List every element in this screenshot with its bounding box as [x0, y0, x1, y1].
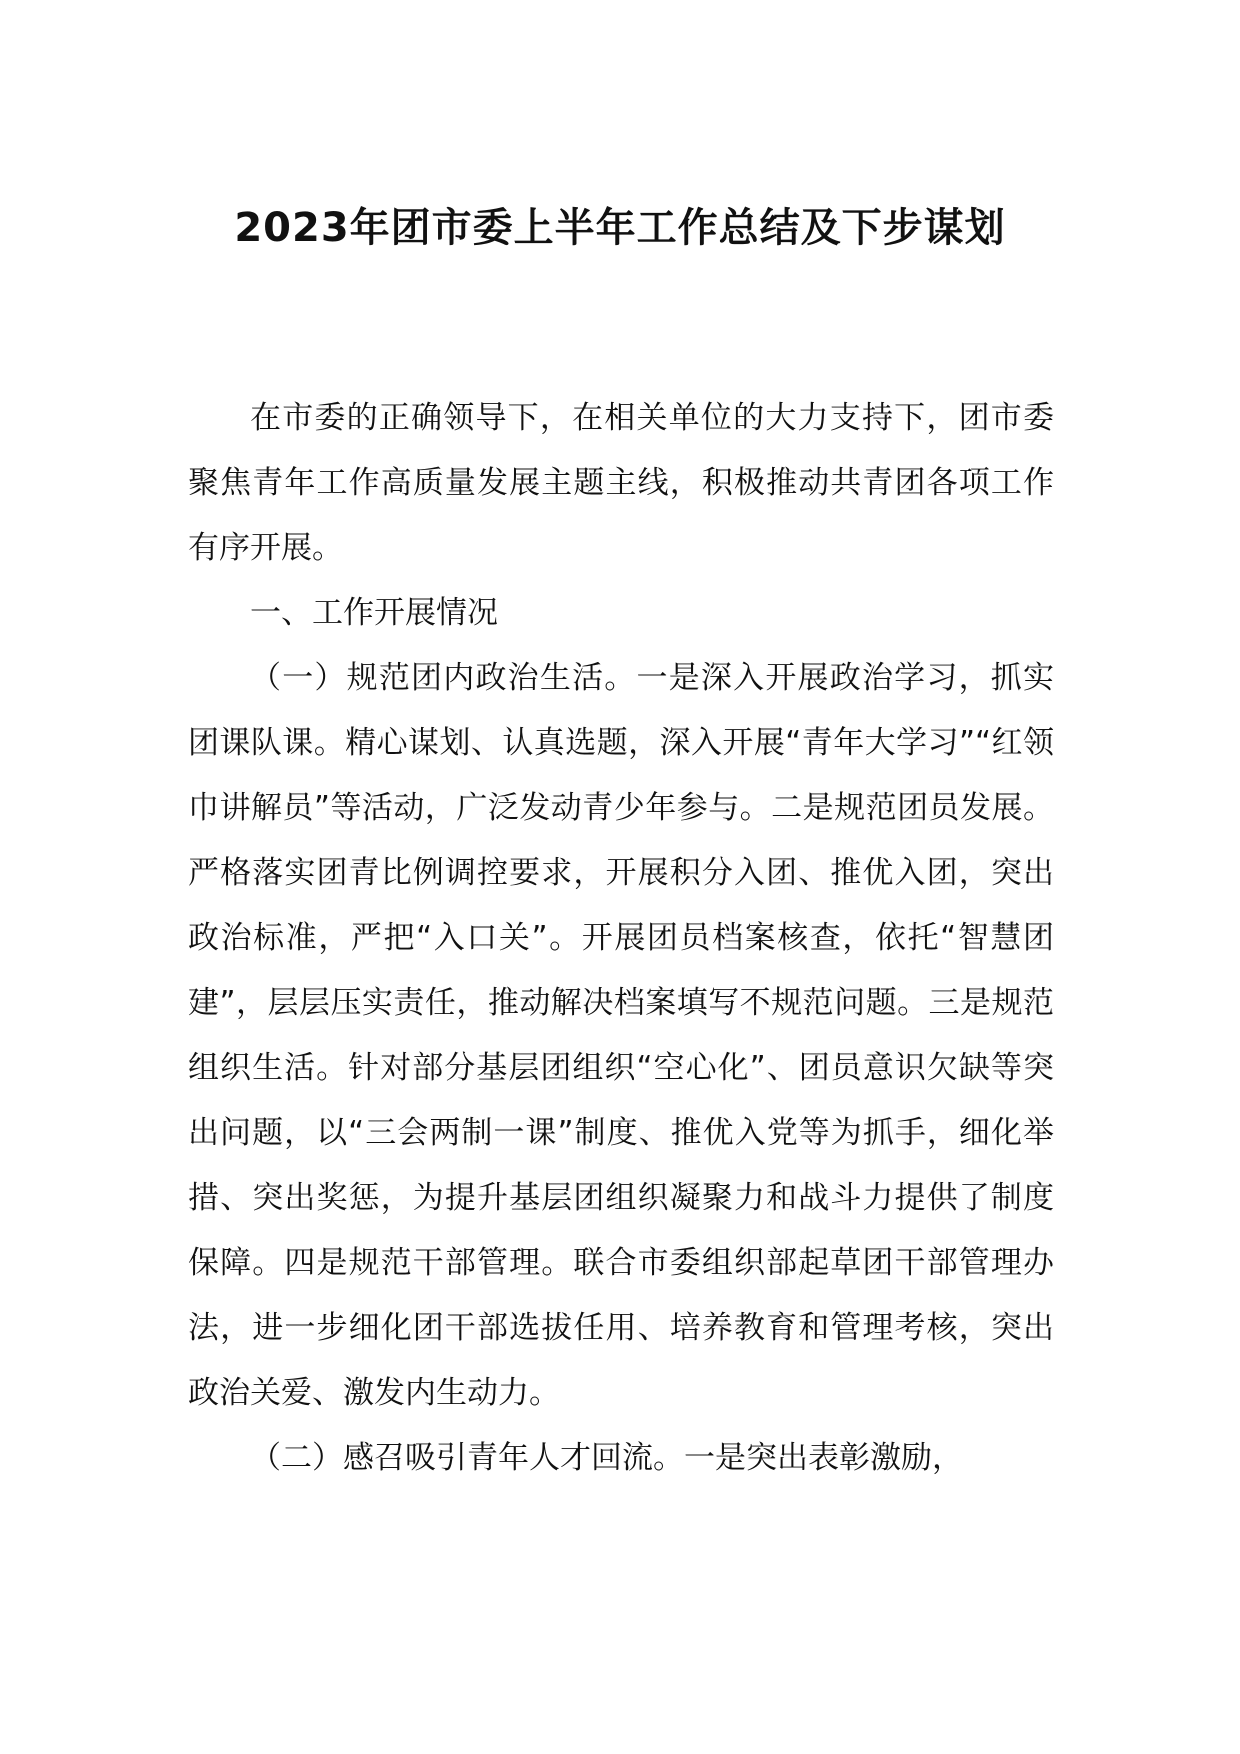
body-paragraph: （一）规范团内政治生活。一是深入开展政治学习，抓实团课队课。精心谋划、认真选题，深入开展“青年大学习”“红领巾讲解员”等活动，广泛发动青少年参与。二是规范团员发展。严格落实团青比例调控要求，开展积分入团、推优入团，突出政治标准，严把“入口关”。开展团员档案核查，依托“智慧团建”，层层压实责任，推动解决档案填写不规范问题。三是规范组织生活。针对部分基层团组织“空心化”、团员意识欠缺等突出问题，以“三会两制一课”制度、推优入党等为抓手，细化举措、突出奖惩，为提升基层团组织凝聚力和战斗力提供了制度保障。四是规范干部管理。联合市委组织部起草团干部管理办法，进一步细化团干部选拔任用、培养教育和管理考核，突出政治关爱、激发内生动力。 [188, 660, 1054, 1411]
document-body [188, 386, 1054, 1491]
body-paragraph: （二）感召吸引青年人才回流。一是突出表彰激励， [250, 1440, 963, 1476]
intro-paragraph: 在市委的正确领导下，在相关单位的大力支持下，团市委聚焦青年工作高质量发展主题主线，积极推动共青团各项工作有序开展。 [188, 400, 1054, 566]
document-title: 2023年团市委上半年工作总结及下步谋划 [234, 205, 1006, 251]
section-heading: 一、工作开展情况 [250, 595, 498, 631]
